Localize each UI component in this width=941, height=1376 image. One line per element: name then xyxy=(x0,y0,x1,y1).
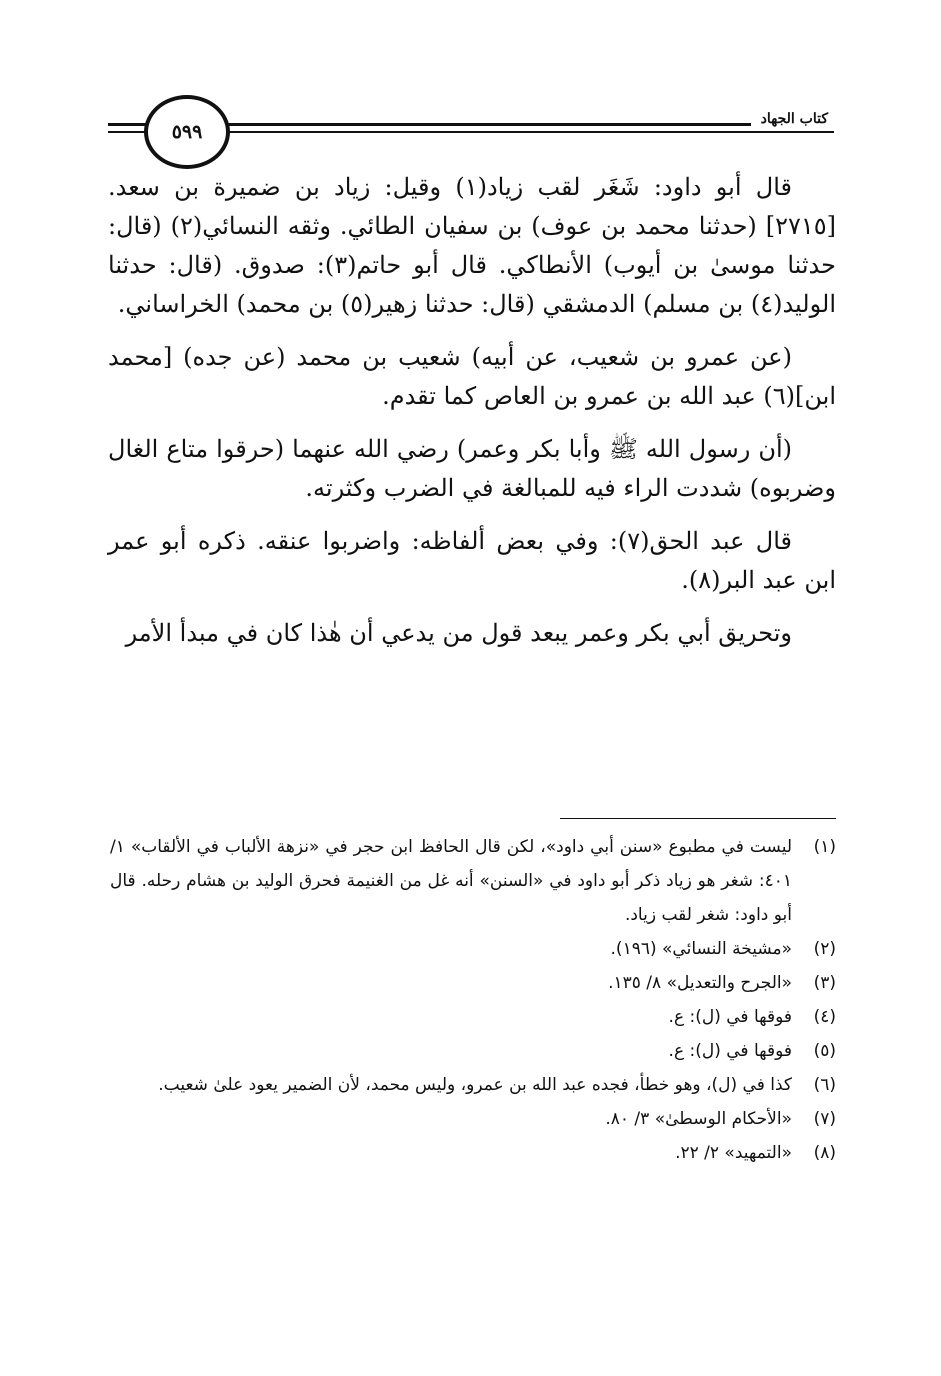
footnote-text: «الأحكام الوسطىٰ» ٣/ ٨٠. xyxy=(605,1109,792,1129)
footnote-text: ليست في مطبوع «سنن أبي داود»، لكن قال الحافظ ابن حجر في «نزهة الألباب في الألقاب» ١/ ٤٠١: شغر هو زياد ذكر أبو داود في «السنن» أنه غل من الغنيمة فحرق الوليد بن هشام رحله. قال أبو داود: شغر لقب زياد. xyxy=(110,837,792,925)
page-number: ٥٩٩ xyxy=(171,121,203,143)
footnote-number: (٣) xyxy=(813,973,836,993)
footnote-number: (٧) xyxy=(813,1109,836,1129)
footnote-text: «الجرح والتعديل» ٨/ ١٣٥. xyxy=(608,973,792,993)
footnote-text: فوقها في (ل): ع. xyxy=(668,1041,792,1061)
footnote-text: كذا في (ل)، وهو خطأ، فجده عبد الله بن عمرو، وليس محمد، لأن الضمير يعود علىٰ شعيب. xyxy=(158,1075,792,1095)
paragraph: (أن رسول الله ﷺ وأبا بكر وعمر) رضي الله عنهما (حرقوا متاع الغال وضربوه) شددت الراء فيه للمبالغة في الضرب وكثرته. xyxy=(108,435,836,502)
footnote-number: (٨) xyxy=(813,1143,836,1163)
footnote-number: (٦) xyxy=(813,1075,836,1095)
footnote xyxy=(110,1068,836,1102)
paragraph: وتحريق أبي بكر وعمر يبعد قول من يدعي أن هٰذا كان في مبدأ الأمر xyxy=(125,619,792,647)
footnotes xyxy=(110,830,836,1170)
footnote xyxy=(110,932,836,966)
footnote-divider xyxy=(560,818,836,819)
chapter-title: كتاب الجهاد xyxy=(751,109,834,129)
footnote xyxy=(110,1102,836,1136)
footnote xyxy=(110,830,836,932)
footnote-text: «التمهيد» ٢/ ٢٢. xyxy=(675,1143,792,1163)
footnote-text: فوقها في (ل): ع. xyxy=(668,1007,792,1027)
footnote-number: (٢) xyxy=(813,939,836,959)
footnote xyxy=(110,1136,836,1170)
paragraph: (عن عمرو بن شعيب، عن أبيه) شعيب بن محمد (عن جده) [محمد ابن](٦) عبد الله بن عمرو بن العاص كما تقدم. xyxy=(108,343,836,410)
footnote xyxy=(110,966,836,1000)
footnote xyxy=(110,1034,836,1068)
paragraph: قال أبو داود: شَغَر لقب زياد(١) وقيل: زياد بن ضميرة بن سعد. [٢٧١٥] (حدثنا محمد بن عوف) بن سفيان الطائي. وثقه النسائي(٢) (قال: حدثنا موسىٰ بن أيوب) الأنطاكي. قال أبو حاتم(٣): صدوق. (قال: حدثنا الوليد(٤) بن مسلم) الدمشقي (قال: حدثنا زهير(٥) بن محمد) الخراساني. xyxy=(108,173,836,318)
main-text xyxy=(108,168,836,667)
footnote-number: (٤) xyxy=(813,1007,836,1027)
page-header xyxy=(108,95,834,167)
footnote-number: (٥) xyxy=(813,1041,836,1061)
footnote-number: (١) xyxy=(813,837,836,857)
page-number-badge xyxy=(144,95,230,169)
paragraph: قال عبد الحق(٧): وفي بعض ألفاظه: واضربوا عنقه. ذكره أبو عمر ابن عبد البر(٨). xyxy=(108,527,836,594)
footnote-text: «مشيخة النسائي» (١٩٦). xyxy=(610,939,792,959)
footnote xyxy=(110,1000,836,1034)
